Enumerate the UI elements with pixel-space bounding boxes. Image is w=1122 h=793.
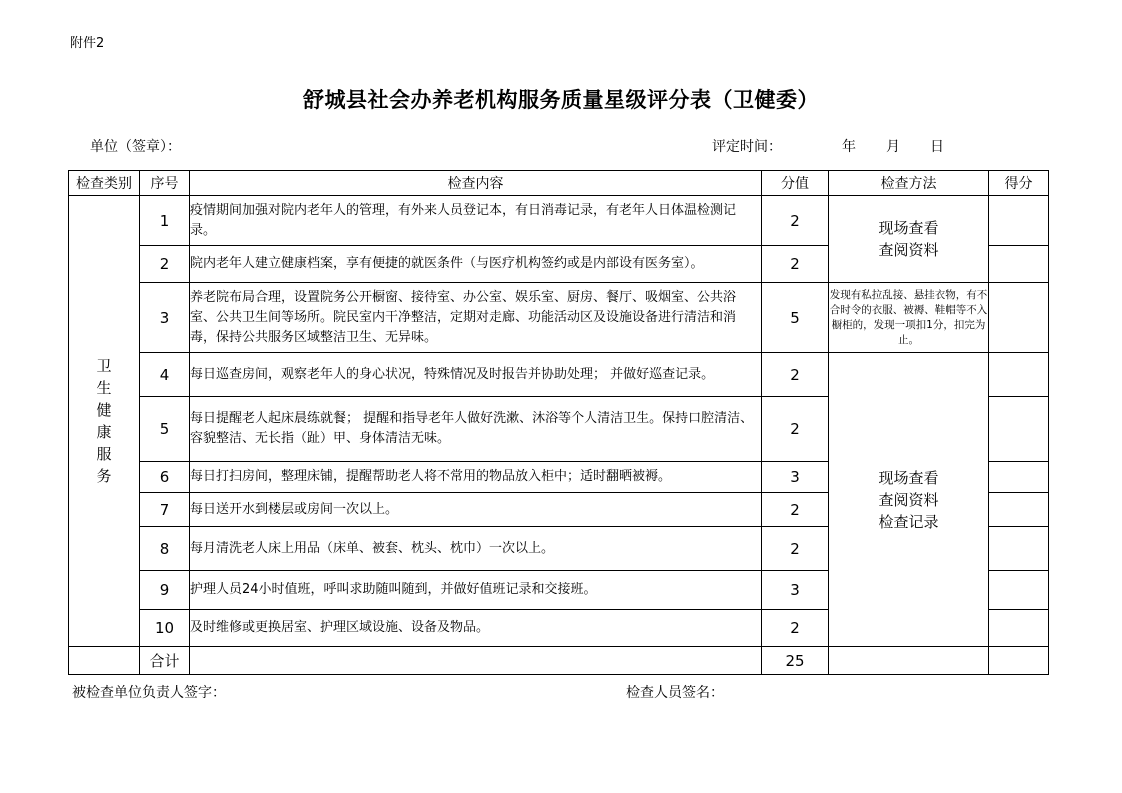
- row-score: 2: [762, 353, 829, 397]
- category-label: 卫生健康服务: [96, 357, 112, 485]
- unit-signature-label: 被检查单位负责人签字：: [72, 685, 226, 701]
- row-number: 3: [140, 283, 190, 353]
- total-row: [69, 647, 1049, 675]
- total-label: 合计: [140, 647, 190, 675]
- row-number: 10: [140, 610, 190, 647]
- points-cell[interactable]: [989, 610, 1049, 647]
- row-content: 每日送开水到楼层或房间一次以上。: [190, 493, 762, 527]
- row-score: 2: [762, 397, 829, 462]
- header-category: 检查类别: [69, 171, 140, 196]
- date-year: 年: [842, 139, 856, 155]
- row-score: 2: [762, 196, 829, 246]
- unit-seal-label: 单位（签章）：: [90, 139, 181, 155]
- header-points: 得分: [989, 171, 1049, 196]
- row-score: 2: [762, 610, 829, 647]
- header-method: 检查方法: [829, 171, 989, 196]
- total-method-cell: [829, 647, 989, 675]
- row-number: 1: [140, 196, 190, 246]
- header-content: 检查内容: [190, 171, 762, 196]
- total-points-cell[interactable]: [989, 647, 1049, 675]
- points-cell[interactable]: [989, 493, 1049, 527]
- points-cell[interactable]: [989, 283, 1049, 353]
- points-cell[interactable]: [989, 462, 1049, 493]
- total-content-cell: [190, 647, 762, 675]
- total-category-cell: [69, 647, 140, 675]
- row-score: 5: [762, 283, 829, 353]
- header-number: 序号: [140, 171, 190, 196]
- row-content: 每日提醒老人起床晨练就餐； 提醒和指导老年人做好洗漱、沐浴等个人清洁卫生。保持口腔清洁、容貌整洁、无长指（趾）甲、身体清洁无味。: [190, 397, 762, 462]
- row-score: 3: [762, 462, 829, 493]
- inspector-signature-label: 检查人员签名：: [626, 685, 724, 701]
- points-cell[interactable]: [989, 353, 1049, 397]
- row-score: 2: [762, 246, 829, 283]
- row-number: 7: [140, 493, 190, 527]
- table-row: [69, 196, 1049, 246]
- page-title: 舒城县社会办养老机构服务质量星级评分表（卫健委）: [303, 88, 819, 112]
- row-content: 每日巡查房间，观察老年人的身心状况，特殊情况及时报告并协助处理； 并做好巡查记录。: [190, 353, 762, 397]
- rating-table: [68, 170, 1049, 675]
- row-content: 疫情期间加强对院内老年人的管理，有外来人员登记本，有日消毒记录，有老年人日体温检测记录。: [190, 196, 762, 246]
- method-cell: 发现有私拉乱接、悬挂衣物，有不合时令的衣服、被褥、鞋帽等不入橱柜的，发现一项扣1分，扣完为止。: [829, 283, 989, 353]
- points-cell[interactable]: [989, 196, 1049, 246]
- table-row: [69, 353, 1049, 397]
- points-cell[interactable]: [989, 527, 1049, 571]
- table-header-row: [69, 171, 1049, 196]
- row-content: 护理人员24小时值班，呼叫求助随叫随到，并做好值班记录和交接班。: [190, 571, 762, 610]
- row-score: 2: [762, 493, 829, 527]
- attachment-label: 附件2: [70, 36, 105, 51]
- points-cell[interactable]: [989, 246, 1049, 283]
- row-number: 8: [140, 527, 190, 571]
- row-score: 3: [762, 571, 829, 610]
- evaluation-date-label: 评定时间：: [712, 139, 782, 155]
- method-cell: 现场查看 查阅资料 检查记录: [829, 353, 989, 647]
- row-content: 及时维修或更换居室、护理区域设施、设备及物品。: [190, 610, 762, 647]
- date-month: 月: [886, 139, 900, 155]
- points-cell[interactable]: [989, 397, 1049, 462]
- row-number: 4: [140, 353, 190, 397]
- category-cell: [69, 196, 140, 647]
- row-number: 5: [140, 397, 190, 462]
- method-cell: 现场查看 查阅资料: [829, 196, 989, 283]
- date-day: 日: [930, 139, 944, 155]
- row-content: 院内老年人建立健康档案，享有便捷的就医条件（与医疗机构签约或是内部设有医务室）。: [190, 246, 762, 283]
- row-number: 9: [140, 571, 190, 610]
- row-content: 每月清洗老人床上用品（床单、被套、枕头、枕巾）一次以上。: [190, 527, 762, 571]
- row-score: 2: [762, 527, 829, 571]
- row-content: 每日打扫房间，整理床铺，提醒帮助老人将不常用的物品放入柜中；适时翻晒被褥。: [190, 462, 762, 493]
- total-score: 25: [762, 647, 829, 675]
- row-number: 6: [140, 462, 190, 493]
- header-score: 分值: [762, 171, 829, 196]
- row-number: 2: [140, 246, 190, 283]
- row-content: 养老院布局合理，设置院务公开橱窗、接待室、办公室、娱乐室、厨房、餐厅、吸烟室、公共浴室、公共卫生间等场所。院民室内干净整洁，定期对走廊、功能活动区及设施设备进行清洁和消毒，保持公共服务区域整洁卫生、无异味。: [190, 283, 762, 353]
- points-cell[interactable]: [989, 571, 1049, 610]
- table-row: [69, 283, 1049, 353]
